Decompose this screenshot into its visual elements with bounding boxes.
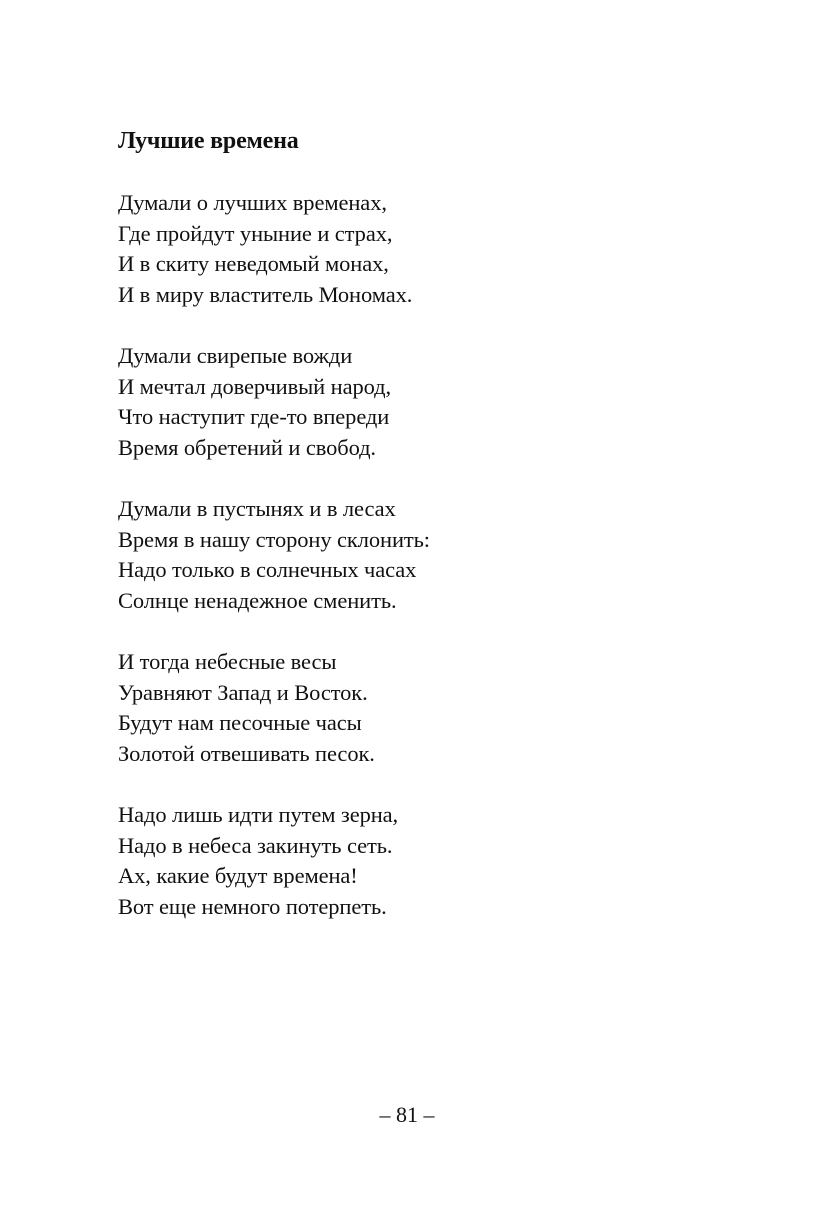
poem-line: Будут нам песочные часы <box>118 710 362 736</box>
stanza-3 <box>118 494 430 617</box>
page-number: – 81 – <box>379 1102 435 1127</box>
poem-line: Где пройдут уныние и страх, <box>118 220 393 246</box>
stanza-5 <box>118 800 398 923</box>
poem-line: Надо только в солнечных часах <box>118 557 417 583</box>
poem-line: Думали о лучших временах, <box>118 190 387 215</box>
poem-line: Надо в небеса закинуть сеть. <box>118 832 393 858</box>
poem-line: Вот еще немного потерпеть. <box>118 894 387 920</box>
stanza-2 <box>118 341 391 464</box>
poem-line: И мечтал доверчивый народ, <box>118 373 391 399</box>
poem-line: Солнце ненадежное сменить. <box>118 588 397 614</box>
poem-line: Ах, какие будут времена! <box>118 863 358 889</box>
poem-line: Думали в пустынях и в лесах <box>118 496 396 521</box>
poem-line: Время в нашу сторону склонить: <box>118 526 430 552</box>
stanza-1 <box>118 188 412 311</box>
poem-line: И в скиту неведомый монах, <box>118 251 389 277</box>
poem-line: И в миру властитель Мономах. <box>118 282 413 308</box>
poem-line: И тогда небесные весы <box>118 649 337 674</box>
poem-line: Думали свирепые вожди <box>118 343 353 368</box>
stanza-4 <box>118 647 375 770</box>
poem-line: Время обретений и свобод. <box>118 435 376 461</box>
poem-line: Надо лишь идти путем зерна, <box>118 802 399 827</box>
poem-title: Лучшие времена <box>118 128 299 154</box>
poem-line: Что наступит где-то впереди <box>118 404 390 430</box>
poem-line: Золотой отвешивать песок. <box>118 741 375 767</box>
poem-line: Уравняют Запад и Восток. <box>118 679 368 705</box>
